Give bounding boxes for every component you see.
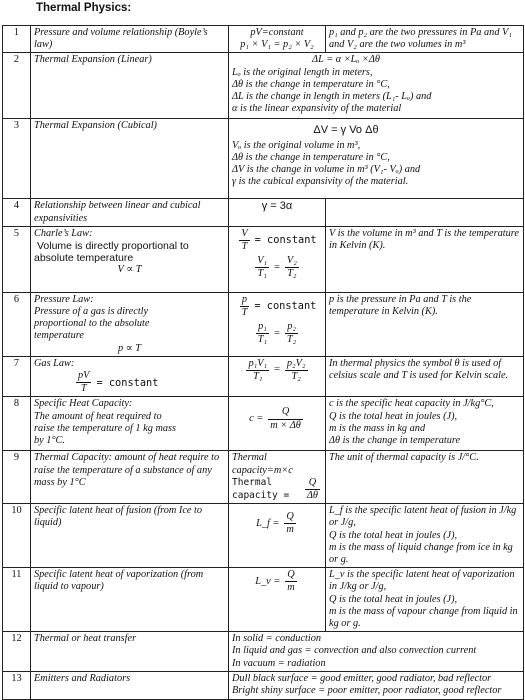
row-number: 6 xyxy=(3,292,31,356)
table-row xyxy=(3,672,524,699)
row-topic: Thermal Capacity: amount of heat require to raise the temperature of a substance of any mass by 1°C xyxy=(31,451,229,504)
row-note: p₁ and p₂ are the two pressures in Pa and V₁ and V₂ are the two volumes in m³ xyxy=(326,26,524,53)
desc-line: Δθ is the change in temperature in °C, xyxy=(232,151,390,163)
row-number: 12 xyxy=(3,632,31,672)
row-topic xyxy=(31,292,229,356)
fraction: $\frac{pV}{T}$ xyxy=(78,370,90,395)
row-formula-desc xyxy=(229,119,524,199)
row-note: V is the volume in m³ and T is the temperature in Kelvin (K). xyxy=(326,226,524,292)
row-number: 11 xyxy=(3,568,31,632)
row-note: The unit of thermal capacity is J/°C. xyxy=(326,451,524,504)
row-number: 3 xyxy=(3,119,31,199)
table-row xyxy=(3,53,524,119)
formula-line: L_v = $\frac{Q}{m}$ xyxy=(255,569,295,594)
topic-heading: Pressure Law: xyxy=(34,293,94,305)
row-topic: Relationship between linear and cubical expansivities xyxy=(31,199,229,226)
fraction: $\frac{Q}{m \times \Delta\theta}$ xyxy=(270,406,301,431)
formula-line: $\frac{p}{T}$ = constant xyxy=(241,293,317,319)
row-note: In thermal physics the symbol θ is used of celsius scale and T is used for Kelvin scale. xyxy=(326,356,524,397)
table-row xyxy=(3,292,524,356)
row-note: L_v is the specific latent heat of vaporization in J/kg or J/g, Q is the total heat in joules (J), m is the mass of vapour change from liquid in kg or g. xyxy=(326,568,524,632)
table-row xyxy=(3,451,524,504)
row-formula xyxy=(229,451,326,504)
table-row xyxy=(3,397,524,451)
desc-line: Lₒ is the original length in meters, xyxy=(232,66,373,78)
row-formula xyxy=(229,356,326,397)
formula-line: ΔV = γ Vo Δθ xyxy=(313,124,379,137)
formula-line: $\frac{\text{V₁}}{\text{T₁}}$ = $\frac{\text{V₂}}{\text{T₂}}$ xyxy=(257,255,297,280)
topic-line: absolute temperature xyxy=(34,252,134,265)
row-number: 10 xyxy=(3,504,31,568)
table-row xyxy=(3,504,524,568)
row-topic xyxy=(31,356,229,397)
formula-line: L_f = $\frac{Q}{m}$ xyxy=(256,511,294,536)
topic-line: temperature xyxy=(34,330,84,342)
formula-line: $\frac{\text{p₁}}{\text{T₁}}$ = $\frac{\text{p₂}}{\text{T₂}}$ xyxy=(257,321,297,346)
row-topic: Pressure and volume relationship (Boyle’s law) xyxy=(31,26,229,53)
topic-equation: V ∝ T xyxy=(117,264,142,276)
row-formula xyxy=(229,504,326,568)
fraction: $\frac{V}{T}$ xyxy=(241,227,248,253)
topic-equation: $\frac{pV}{T}$ = constant xyxy=(78,370,159,395)
table-row xyxy=(3,632,524,672)
fraction: $\frac{\text{p₂V₂}}{\text{T₂}}$ xyxy=(286,357,306,383)
row-desc: Dull black surface = good emitter, good radiator, bad reflector Bright shiny surface = poor emitter, poor radiator, good reflector xyxy=(229,672,524,699)
row-note: p is the pressure in Pa and T is the temperature in Kelvin (K). xyxy=(326,292,524,356)
desc-line: ΔL is the change in length in meters (L₁- Lₒ) and xyxy=(232,91,432,103)
fraction: $\frac{Q}{m}$ xyxy=(287,569,295,594)
row-number: 13 xyxy=(3,672,31,699)
row-topic: Emitters and Radiators xyxy=(31,672,229,699)
topic-line: proportional to the absolute xyxy=(34,318,150,330)
row-formula xyxy=(229,292,326,356)
row-number: 8 xyxy=(3,397,31,451)
row-number: 9 xyxy=(3,451,31,504)
formula-line: Thermal capacity=m×c xyxy=(232,452,293,476)
formula-line: ΔL = α ×Lₒ ×Δθ xyxy=(312,54,380,66)
topic-line: The amount of heat required to xyxy=(34,410,162,422)
row-formula xyxy=(229,397,326,451)
table-row xyxy=(3,356,524,397)
table-row xyxy=(3,119,524,199)
row-note xyxy=(326,199,524,226)
topic-heading: Gas Law: xyxy=(34,357,75,369)
fraction: $\frac{\text{p₁V₁}}{\text{T₁}}$ xyxy=(248,357,268,383)
page-title: Thermal Physics: xyxy=(36,2,132,14)
row-formula xyxy=(229,568,326,632)
fraction: $\frac{\text{p₁}}{\text{T₁}}$ xyxy=(257,321,268,346)
desc-line: ΔV is the change in volume in m³ (V₁- Vₒ) and xyxy=(232,164,421,176)
formula-line: $\frac{V}{T}$ = constant xyxy=(241,227,317,253)
row-number: 1 xyxy=(3,26,31,53)
row-note: L_f is the specific latent heat of fusion in J/kg or J/g, Q is the total heat in joules (J), m is the mass of liquid change from ice in kg or g. xyxy=(326,504,524,568)
topic-line: raise the temperature of 1 kg mass xyxy=(34,422,177,434)
table-row xyxy=(3,26,524,53)
fraction: $\frac{\text{V₁}}{\text{T₁}}$ xyxy=(257,255,268,280)
table-row xyxy=(3,199,524,226)
row-number: 4 xyxy=(3,199,31,226)
fraction: $\frac{p}{T}$ xyxy=(241,293,248,319)
row-topic: Specific latent heat of vaporization (from liquid to vapour) xyxy=(31,568,229,632)
topic-heading: Charle’s Law: xyxy=(34,227,93,239)
row-desc: In solid = conduction In liquid and gas = convection and also convection current In vacuum = radiation xyxy=(229,632,524,672)
topic-heading: Specific Heat Capacity: xyxy=(34,398,133,410)
row-topic xyxy=(31,397,229,451)
topic-line: by 1°C. xyxy=(34,435,66,447)
fraction: $\frac{Q}{\Delta\theta}$ xyxy=(306,476,318,502)
formula-line: pV=constant xyxy=(250,27,304,38)
fraction: $\frac{\text{p₂}}{\text{T₂}}$ xyxy=(286,321,297,346)
formula-line: c = $\frac{Q}{m \times \Delta\theta}$ xyxy=(249,406,301,431)
row-topic: Thermal or heat transfer xyxy=(31,632,229,672)
table-row xyxy=(3,226,524,292)
row-topic xyxy=(31,226,229,292)
row-topic: Thermal Expansion (Linear) xyxy=(31,53,229,119)
table-row xyxy=(3,568,524,632)
desc-line: α is the linear expansivity of the material xyxy=(232,103,402,115)
formula-line: Thermal capacity = $\frac{Q}{\Delta\theta}$ xyxy=(232,476,318,502)
row-formula xyxy=(229,226,326,292)
row-topic: Specific latent heat of fusion (from Ice to liquid) xyxy=(31,504,229,568)
desc-line: γ is the cubical expansivity of the material. xyxy=(232,176,409,188)
row-formula xyxy=(229,26,326,53)
row-number: 7 xyxy=(3,356,31,397)
row-number: 2 xyxy=(3,53,31,119)
row-note: c is the specific heat capacity in J/kg°C, Q is the total heat in joules (J), m is the mass in kg and Δθ is the change in temperature xyxy=(326,397,524,451)
topic-equation: p ∝ T xyxy=(118,342,141,354)
formula-line: $\frac{\text{p₁V₁}}{\text{T₁}}$ = $\frac{\text{p₂V₂}}{\text{T₂}}$ xyxy=(248,357,306,383)
row-number: 5 xyxy=(3,226,31,292)
topic-line: Pressure of a gas is directly xyxy=(34,306,149,318)
row-formula: γ = 3α xyxy=(229,199,326,226)
fraction: $\frac{Q}{m}$ xyxy=(286,511,294,536)
formula-table xyxy=(2,25,524,700)
formula-line: p₁ × V₁ = p₂ × V₂ xyxy=(240,39,314,51)
row-topic: Thermal Expansion (Cubical) xyxy=(31,119,229,199)
fraction: $\frac{\text{V₂}}{\text{T₂}}$ xyxy=(286,255,297,280)
row-formula-desc xyxy=(229,53,524,119)
desc-line: Vₒ is the original volume in m³, xyxy=(232,139,361,151)
topic-line: Volume is directly proportional to xyxy=(37,240,189,253)
desc-line: Δθ is the change in temperature in °C, xyxy=(232,78,390,90)
